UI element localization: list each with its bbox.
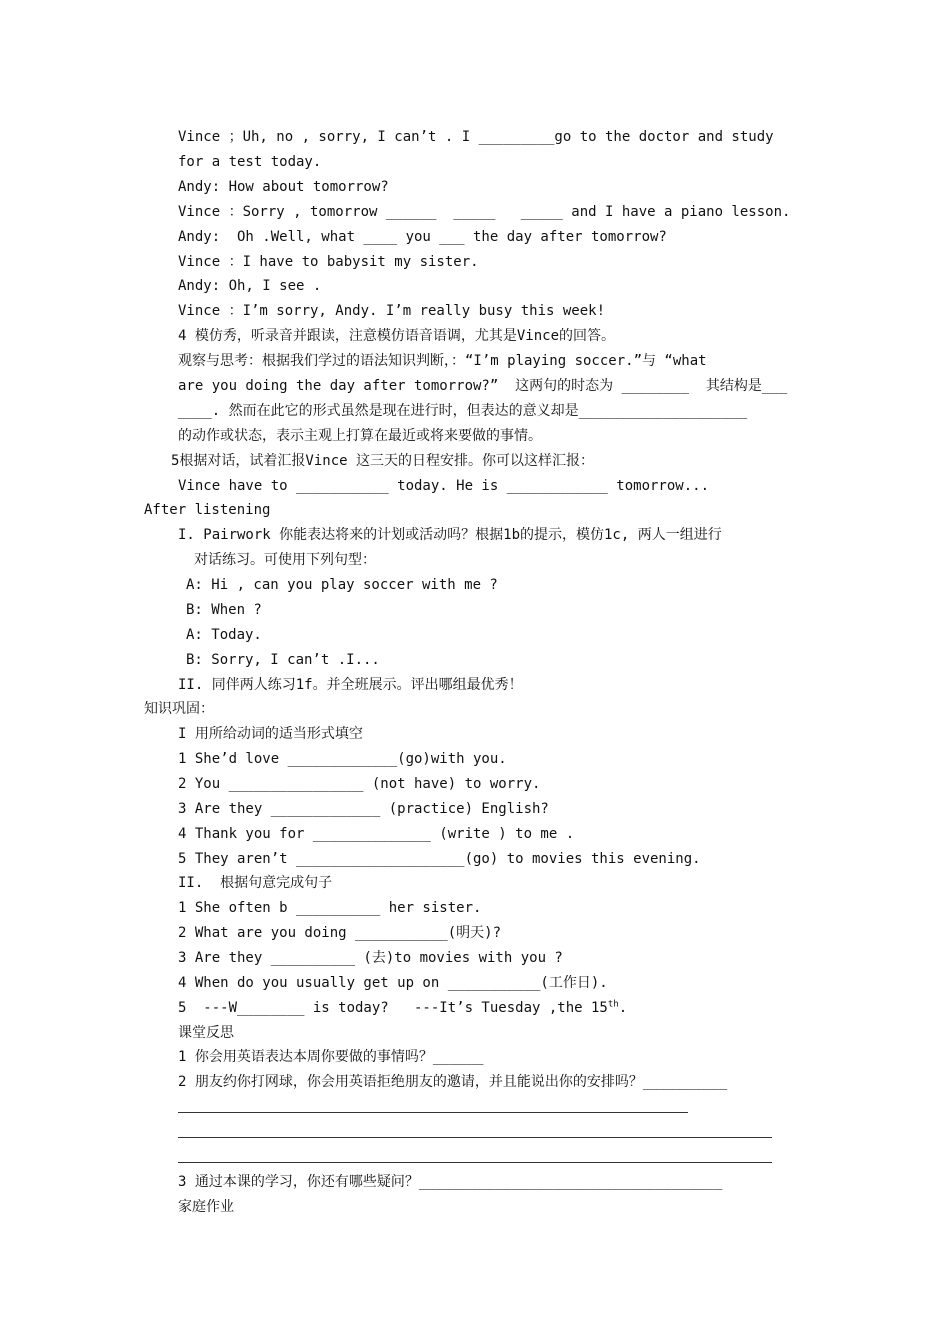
answer-line <box>178 1137 772 1138</box>
answer-line <box>178 1162 772 1163</box>
reflection-item: 3 通过本课的学习，你还有哪些疑问？____________________________________ <box>178 1174 723 1190</box>
section-heading: 课堂反思 <box>178 1025 234 1041</box>
dialogue-line: B: Sorry, I can’t .I... <box>186 652 380 668</box>
exercise-item: 3 Are they _____________ (practice) English? <box>178 801 549 817</box>
reflection-item: 1 你会用英语表达本周你要做的事情吗？______ <box>178 1049 484 1065</box>
exercise-line: 对话练习。可使用下列句型： <box>194 552 376 568</box>
instruction-line: are you doing the day after tomorrow?” 这两句的时态为 ________ 其结构是___ <box>178 378 788 394</box>
exercise-item: 5 They aren’t ____________________(go) to movies this evening. <box>178 851 701 867</box>
section-heading: 知识巩固： <box>144 701 214 717</box>
reflection-item: 2 朋友约你打网球，你会用英语拒绝朋友的邀请，并且能说出你的安排吗？__________ <box>178 1074 728 1090</box>
section-heading: 家庭作业 <box>178 1199 234 1215</box>
dialogue-line: for a test today. <box>178 154 322 170</box>
exercise-item-text: 5 ---W________ is today? ---It’s Tuesday ,the 15 <box>178 1000 608 1016</box>
dialogue-line: Vince ：Sorry , tomorrow ______ _____ _____ and I have a piano lesson. <box>178 204 791 220</box>
dialogue-line: Vince ：I’m sorry, Andy. I’m really busy this week! <box>178 303 606 319</box>
dialogue-line: Vince ：I have to babysit my sister. <box>178 254 479 270</box>
answer-line <box>178 1112 688 1113</box>
instruction-line: ____. 然而在此它的形式虽然是现在进行时，但表达的意义却是____________________ <box>178 403 748 419</box>
dialogue-line: Andy: Oh, I see . <box>178 278 322 294</box>
exercise-item: 4 When do you usually get up on ___________(工作日). <box>178 975 608 991</box>
exercise-line: II. 同伴两人练习1f。并全班展示。评出哪组最优秀！ <box>178 677 523 693</box>
instruction-line: 5根据对话，试着汇报Vince 这三天的日程安排。你可以这样汇报： <box>171 453 594 469</box>
dialogue-line: Andy: Oh .Well, what ____ you ___ the day after tomorrow? <box>178 229 667 245</box>
dialogue-line: A: Hi , can you play soccer with me ? <box>186 577 498 593</box>
dialogue-line: A: Today. <box>186 627 262 643</box>
dialogue-line: Vince ；Uh, no , sorry, I can’t . I _________go to the doctor and study <box>178 129 774 145</box>
section-heading: After listening <box>144 502 271 518</box>
exercise-item: 1 She’d love _____________(go)with you. <box>178 751 507 767</box>
ordinal-suffix: th <box>607 999 619 1010</box>
instruction-line: Vince have to ___________ today. He is ____________ tomorrow... <box>178 478 710 494</box>
instruction-line: 的动作或状态，表示主观上打算在最近或将来要做的事情。 <box>178 428 542 444</box>
instruction-line: 4 模仿秀，听录音并跟读，注意模仿语音语调，尤其是Vince的回答。 <box>178 328 615 344</box>
exercise-item: 2 What are you doing ___________(明天)? <box>178 925 502 941</box>
exercise-item: 2 You ________________ (not have) to worry. <box>178 776 541 792</box>
exercise-item <box>178 998 627 1018</box>
dialogue-line: B: When ? <box>186 602 262 618</box>
exercise-item: 3 Are they __________ (去)to movies with you ? <box>178 950 563 966</box>
exercise-line: I. Pairwork 你能表达将来的计划或活动吗？根据1b的提示，模仿1c, 两人一组进行 <box>178 527 722 543</box>
instruction-line: 观察与思考：根据我们学过的语法知识判断，：“I’m playing soccer.”与 “what <box>178 353 707 369</box>
exercise-heading: II. 根据句意完成句子 <box>178 875 333 891</box>
dialogue-line: Andy: How about tomorrow? <box>178 179 389 195</box>
exercise-item: 1 She often b __________ her sister. <box>178 900 482 916</box>
exercise-heading: I 用所给动词的适当形式填空 <box>178 726 363 742</box>
exercise-item: 4 Thank you for ______________ (write ) to me . <box>178 826 575 842</box>
sentence-period: . <box>618 1000 628 1016</box>
